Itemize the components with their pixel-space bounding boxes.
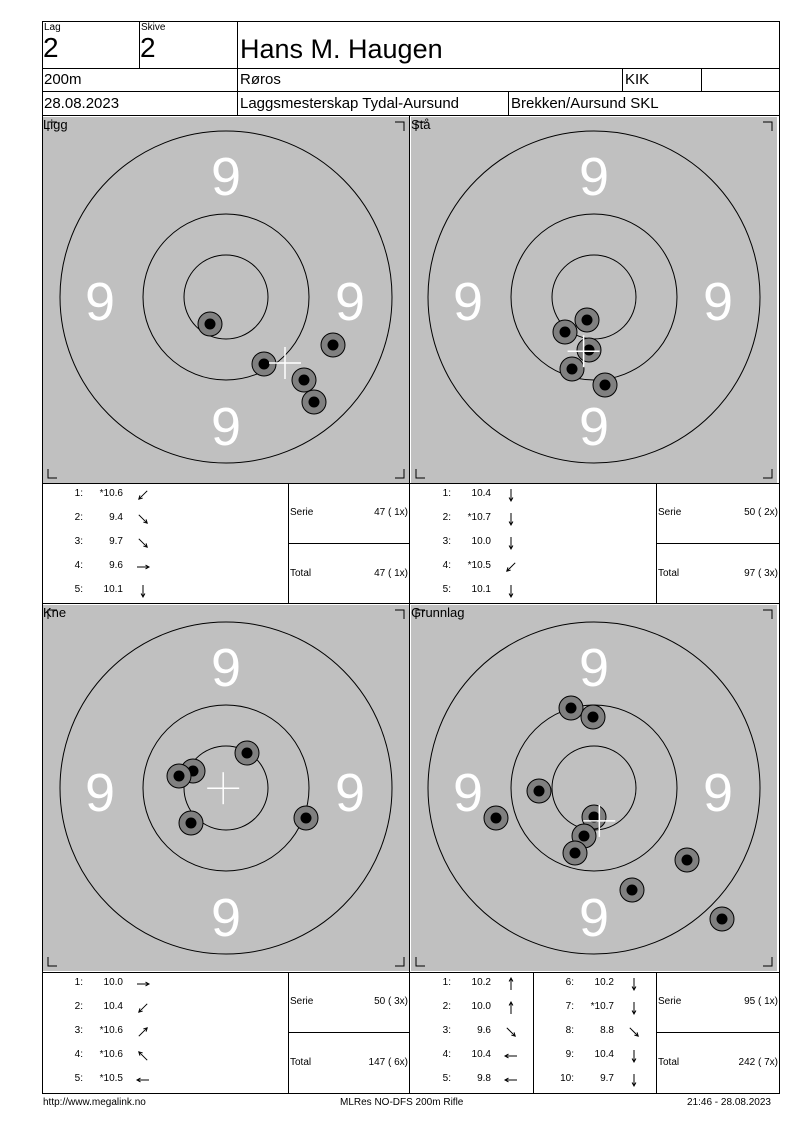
shot-value: *10.5 [467,560,491,571]
shot-number: 3: [74,1025,83,1036]
shot-value: *10.6 [99,488,123,499]
shot-value: *10.6 [99,1049,123,1060]
serie-label: Serie [290,507,314,518]
shot-value: 10.4 [471,1049,491,1060]
ring-number: 9 [84,272,116,332]
ring-number: 9 [210,147,242,207]
footer-url[interactable]: http://www.megalink.no [43,1097,146,1108]
shot-number: 3: [442,536,451,547]
shot-number: 4: [442,1049,451,1060]
shot-value: 10.0 [103,977,123,988]
shot-center [600,380,611,391]
shot-value: *10.6 [99,1025,123,1036]
ring-number: 9 [578,147,610,207]
shot-value: *10.5 [99,1073,123,1084]
shot-number: 2: [74,1001,83,1012]
ring-number: 9 [210,638,242,698]
shot-number: 10: [560,1073,574,1084]
position-name: Ligg [43,117,68,132]
shot-value: 9.4 [109,512,123,523]
direction-arrow-icon [503,1072,519,1088]
direction-arrow-icon [135,1000,151,1016]
shot-center [259,359,270,370]
shot-value: 9.7 [109,536,123,547]
shot-number: 8: [565,1025,574,1036]
distance: 200m [44,71,82,88]
ring-number: 9 [334,272,366,332]
ring-number: 9 [578,397,610,457]
direction-arrow-icon [626,1048,642,1064]
serie-label: Serie [658,507,682,518]
shot-value: 9.8 [477,1073,491,1084]
shot-number: 1: [74,488,83,499]
shot-center [579,831,590,842]
shot-center [534,786,545,797]
shot-number: 7: [565,1001,574,1012]
direction-arrow-icon [503,559,519,575]
shot-number: 5: [74,1073,83,1084]
total-value: 242 ( 7x) [738,1057,778,1068]
shot-value: 8.8 [600,1025,614,1036]
shot-number: 2: [442,512,451,523]
shot-center [205,319,216,330]
direction-arrow-icon [626,1072,642,1088]
ring-number: 9 [452,763,484,823]
shot-number: 2: [442,1001,451,1012]
shot-center [567,364,578,375]
direction-arrow-icon [503,583,519,599]
shot-center [186,818,197,829]
shot-value: *10.7 [467,512,491,523]
shot-center [299,375,310,386]
shot-number: 5: [74,584,83,595]
shot-number: 4: [442,560,451,571]
shot-center [582,315,593,326]
shot-value: 10.1 [103,584,123,595]
serie-value: 47 ( 1x) [374,507,408,518]
lag-value: 2 [43,32,59,63]
shot-center [328,340,339,351]
ring-number: 9 [578,888,610,948]
shot-number: 5: [442,584,451,595]
total-value: 97 ( 3x) [744,568,778,579]
range-name: Brekken/Aursund SKL [511,95,659,112]
direction-arrow-icon [135,535,151,551]
shot-center [588,712,599,723]
shot-value: 9.6 [109,560,123,571]
serie-label: Serie [290,996,314,1007]
footer-program: MLRes NO-DFS 200m Rifle [340,1097,464,1108]
shot-number: 1: [442,977,451,988]
direction-arrow-icon [135,511,151,527]
target-0 [43,117,409,483]
direction-arrow-icon [135,1048,151,1064]
target-1 [411,117,777,483]
skive-label: Skive [141,22,166,33]
ring-number: 9 [702,763,734,823]
serie-label: Serie [658,996,682,1007]
ring-number: 9 [210,888,242,948]
total-value: 47 ( 1x) [374,568,408,579]
direction-arrow-icon [135,487,151,503]
direction-arrow-icon [135,1024,151,1040]
direction-arrow-icon [135,1072,151,1088]
direction-arrow-icon [503,511,519,527]
skive-value: 2 [140,32,156,63]
ring-number: 9 [702,272,734,332]
shot-number: 4: [74,1049,83,1060]
shot-value: 10.4 [471,488,491,499]
shot-center [717,914,728,925]
direction-arrow-icon [626,1000,642,1016]
ring-number: 9 [84,763,116,823]
ring-number: 9 [452,272,484,332]
shot-number: 4: [74,560,83,571]
shot-center [627,885,638,896]
total-label: Total [658,568,680,579]
lag-label: Lag [44,22,61,33]
shot-number: 2: [74,512,83,523]
position-name: Stå [411,117,431,132]
shot-value: *10.7 [590,1001,614,1012]
shot-value: 10.4 [594,1049,614,1060]
position-name: Grunnlag [411,605,465,620]
shot-center [682,855,693,866]
shot-value: 10.4 [103,1001,123,1012]
total-label: Total [290,568,312,579]
shot-number: 3: [442,1025,451,1036]
shot-number: 9: [565,1049,574,1060]
total-value: 147 ( 6x) [368,1057,408,1068]
position-name: Kne [43,605,67,620]
shot-number: 3: [74,536,83,547]
shot-number: 1: [442,488,451,499]
shot-center [560,327,571,338]
shot-center [309,397,320,408]
club: Røros [240,71,281,88]
total-label: Total [658,1057,680,1068]
serie-value: 95 ( 1x) [744,996,778,1007]
shot-center [566,703,577,714]
date: 28.08.2023 [44,95,120,112]
club-code: KIK [625,71,650,88]
direction-arrow-icon [503,976,519,992]
direction-arrow-icon [503,487,519,503]
event-name: Laggsmesterskap Tydal-Aursund [240,95,460,112]
total-label: Total [290,1057,312,1068]
shot-center [584,345,595,356]
ring-number: 9 [334,763,366,823]
shooter-name: Hans M. Haugen [240,34,443,64]
shot-center [491,813,502,824]
serie-value: 50 ( 3x) [374,996,408,1007]
shot-value: 10.0 [471,536,491,547]
shot-value: 9.6 [477,1025,491,1036]
footer-timestamp: 21:46 - 28.08.2023 [687,1097,771,1108]
shot-center [174,771,185,782]
ring-number: 9 [210,397,242,457]
direction-arrow-icon [626,976,642,992]
serie-value: 50 ( 2x) [744,507,778,518]
direction-arrow-icon [135,583,151,599]
shot-value: 10.2 [471,977,491,988]
shot-value: 10.2 [594,977,614,988]
shot-center [242,748,253,759]
shot-value: 10.0 [471,1001,491,1012]
shot-value: 10.1 [471,584,491,595]
direction-arrow-icon [503,535,519,551]
shot-number: 6: [565,977,574,988]
direction-arrow-icon [503,1024,519,1040]
shot-number: 1: [74,977,83,988]
direction-arrow-icon [135,976,151,992]
ring-number: 9 [578,638,610,698]
shot-center [301,813,312,824]
shot-value: 9.7 [600,1073,614,1084]
direction-arrow-icon [503,1000,519,1016]
target-3 [411,605,777,971]
target-2 [43,605,409,971]
direction-arrow-icon [135,559,151,575]
direction-arrow-icon [626,1024,642,1040]
shot-number: 5: [442,1073,451,1084]
direction-arrow-icon [503,1048,519,1064]
shot-center [570,848,581,859]
